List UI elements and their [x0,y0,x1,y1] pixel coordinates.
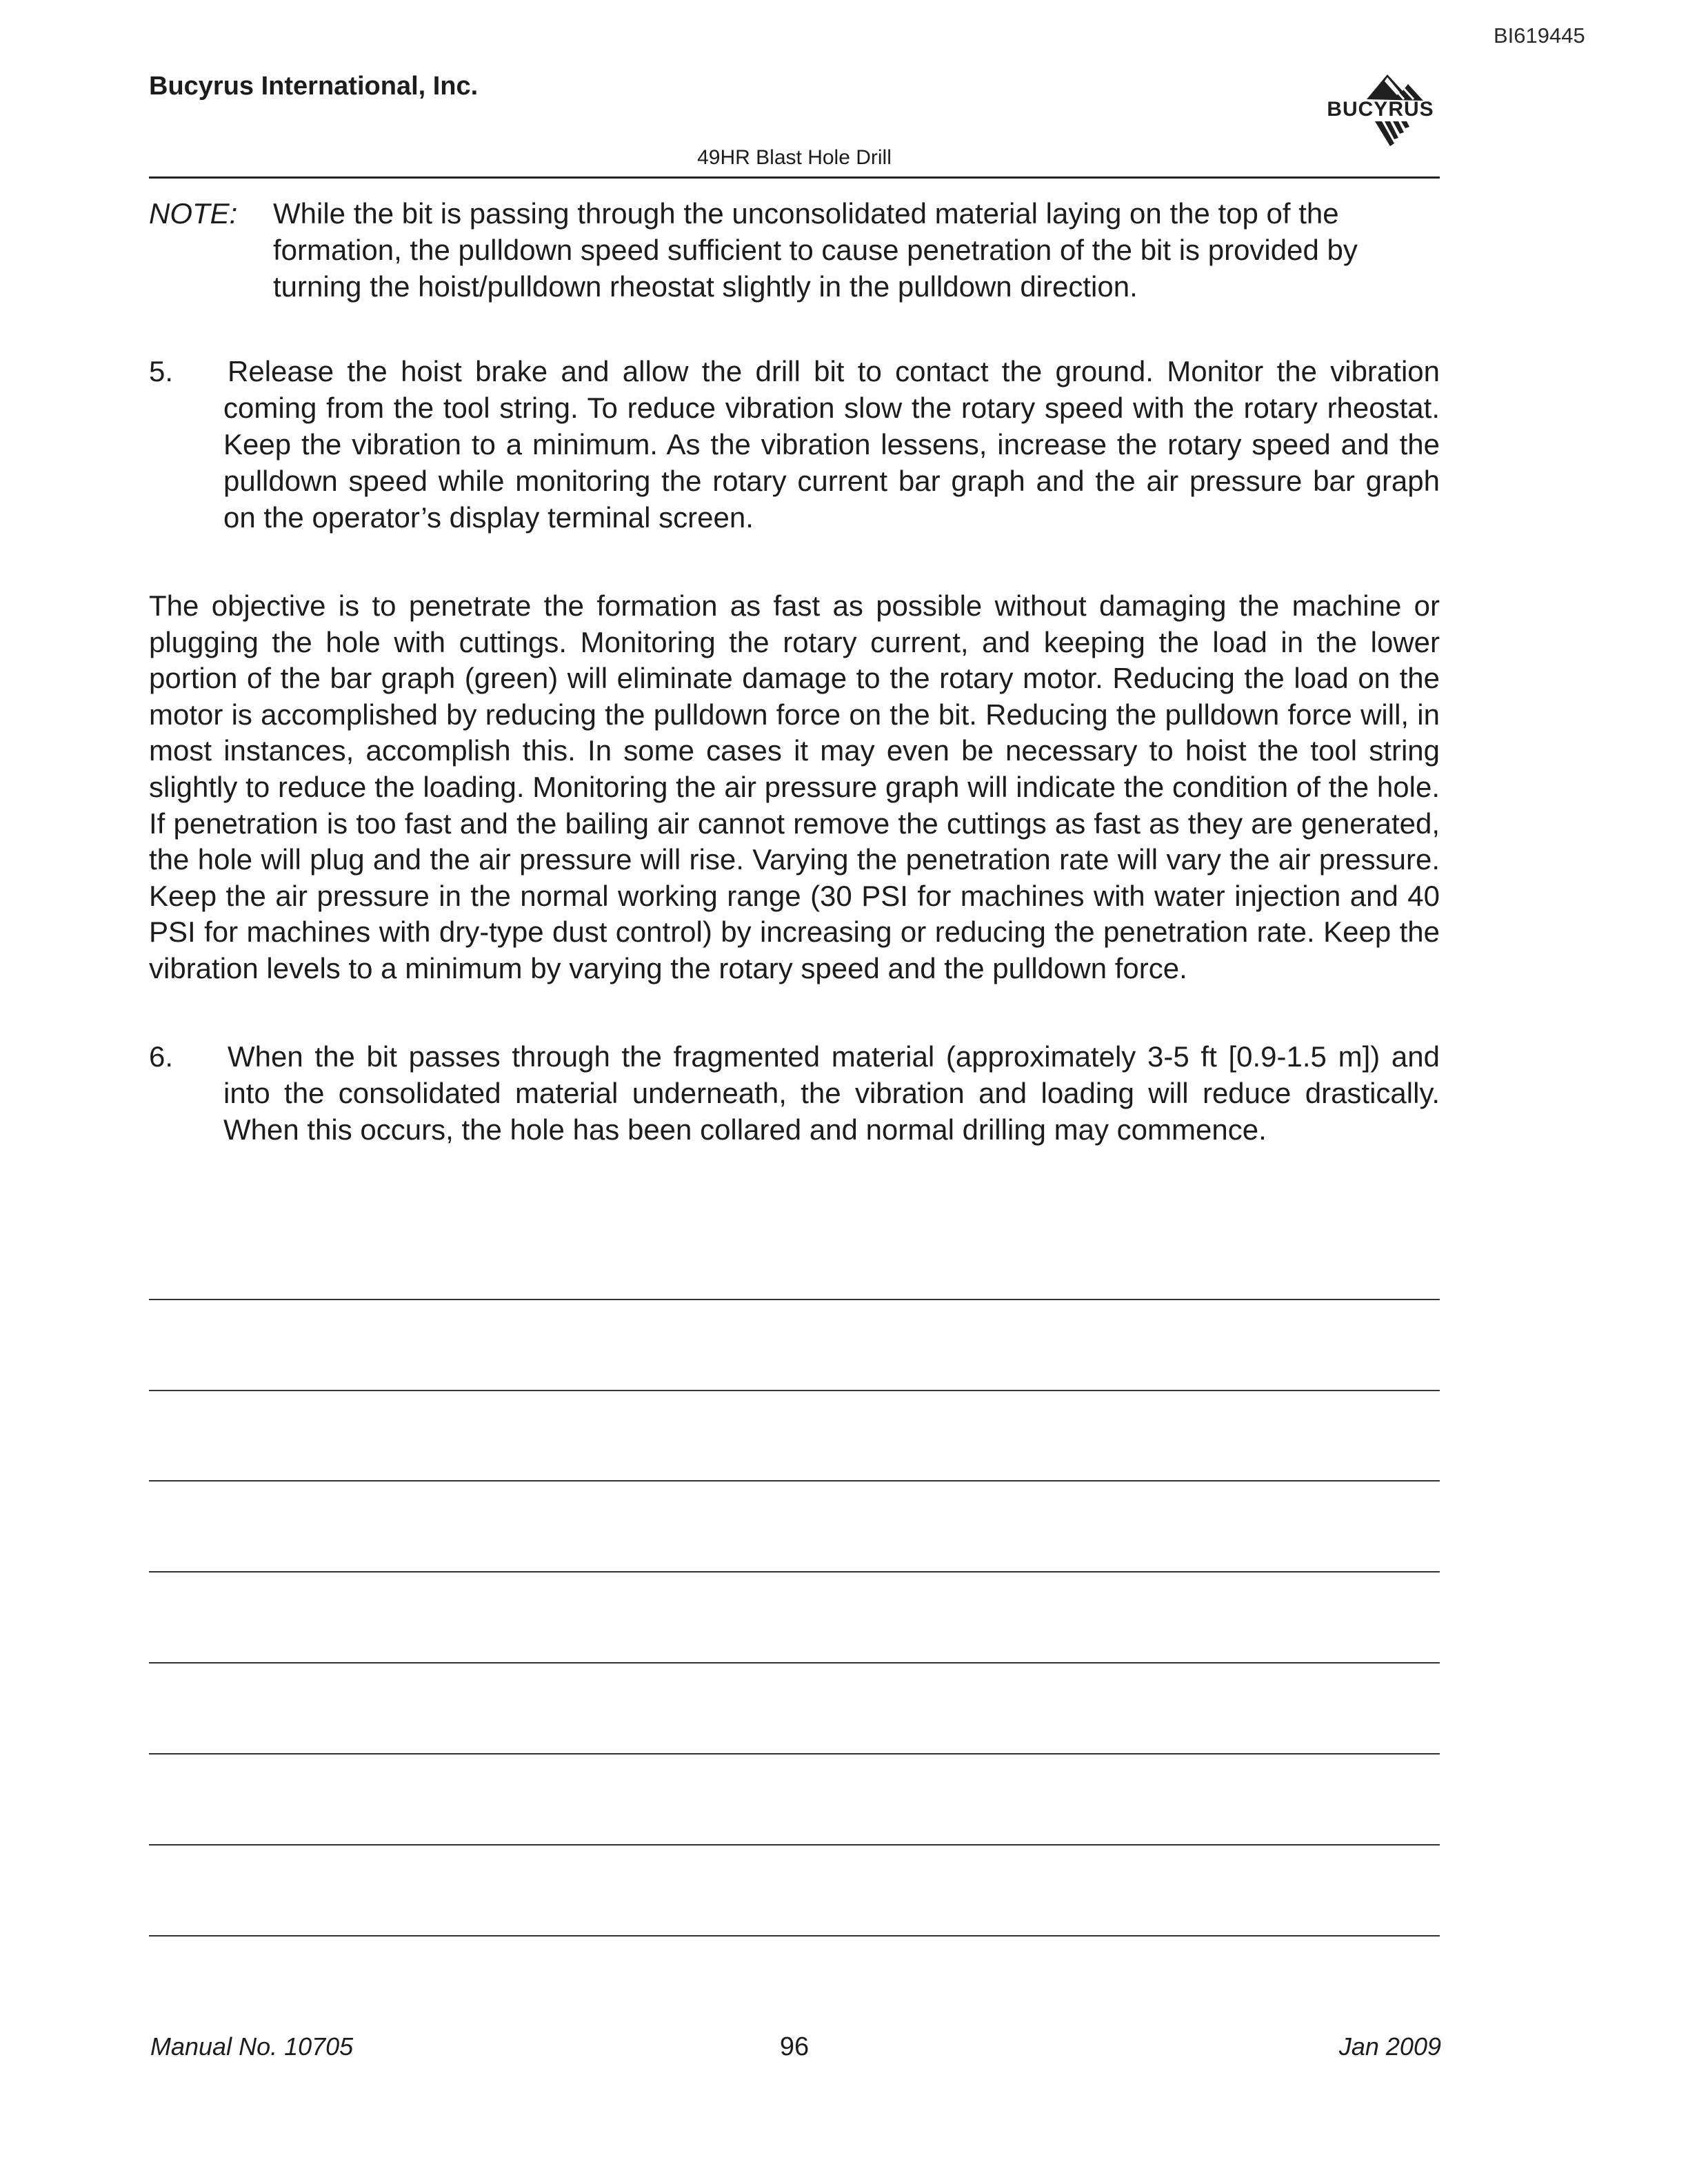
publication-date: Jan 2009 [1338,2032,1441,2061]
note-text: While the bit is passing through the unconsolidated material laying on the top of the formation, the pulldown speed sufficient to cause penetration of the bit is provided by turning the hoist/pulldown rheostat slightly in the pulldown direction. [273,197,1358,303]
notes-line [149,1299,1440,1300]
document-title: 49HR Blast Hole Drill [697,146,892,169]
notes-line [149,1390,1440,1391]
notes-line [149,1844,1440,1846]
notes-line [149,1480,1440,1482]
page-number: 96 [779,2032,810,2061]
svg-text:BUCYRUS: BUCYRUS [1327,98,1434,121]
manual-number: Manual No. 10705 [150,2032,354,2061]
company-name: Bucyrus International, Inc. [149,72,479,101]
notes-line [149,1935,1440,1937]
bucyrus-logo [1318,72,1443,149]
notes-line [149,1753,1440,1755]
bucyrus-mountain-logo-icon [1318,72,1443,149]
notes-line [149,1571,1440,1573]
notes-line [149,1662,1440,1664]
step-number: 5. [149,355,174,387]
step-text: When the bit passes through the fragmented material (approximately 3-5 ft [0.9-1.5 m]) and into the consolidated material underneath, the vibration and loading will reduce drastically. When this occurs, the hole has been collared and normal drilling may commence. [223,1040,1440,1146]
step-text: Release the hoist brake and allow the drill bit to contact the ground. Monitor the vibration coming from the tool string. To reduce vibration slow the rotary speed with the rotary rheostat. Keep the vibration to a minimum. As the vibration lessens, increase the rotary speed and the pulldown speed while monitoring the rotary current bar graph and the air pressure bar graph on the operator’s display terminal screen. [223,355,1440,534]
document-id: BI619445 [1494,23,1585,48]
header-divider [149,176,1440,179]
body-paragraph: The objective is to penetrate the formation as fast as possible without damaging the machine or plugging the hole with cuttings. Monitoring the rotary current, and keeping the load in the lower portion of the bar graph (green) will eliminate damage to the rotary motor. Reducing the load on the motor is accomplished by reducing the pulldown force on the bit. Reducing the pulldown force will, in most instances, accomplish this. In some cases it may even be necessary to hoist the tool string slightly to reduce the loading. Monitoring the air pressure graph will indicate the condition of the hole. If penetration is too fast and the bailing air cannot remove the cuttings as fast as they are generated, the hole will plug and the air pressure will rise. Varying the penetration rate will vary the air pressure. Keep the air pressure in the normal working range (30 PSI for machines with water injection and 40 PSI for machines with dry-type dust control) by increasing or reducing the penetration rate. Keep the vibration levels to a minimum by varying the rotary speed and the pulldown force. [149,589,1440,984]
step-number: 6. [149,1040,174,1073]
note-label: NOTE: [149,197,238,230]
